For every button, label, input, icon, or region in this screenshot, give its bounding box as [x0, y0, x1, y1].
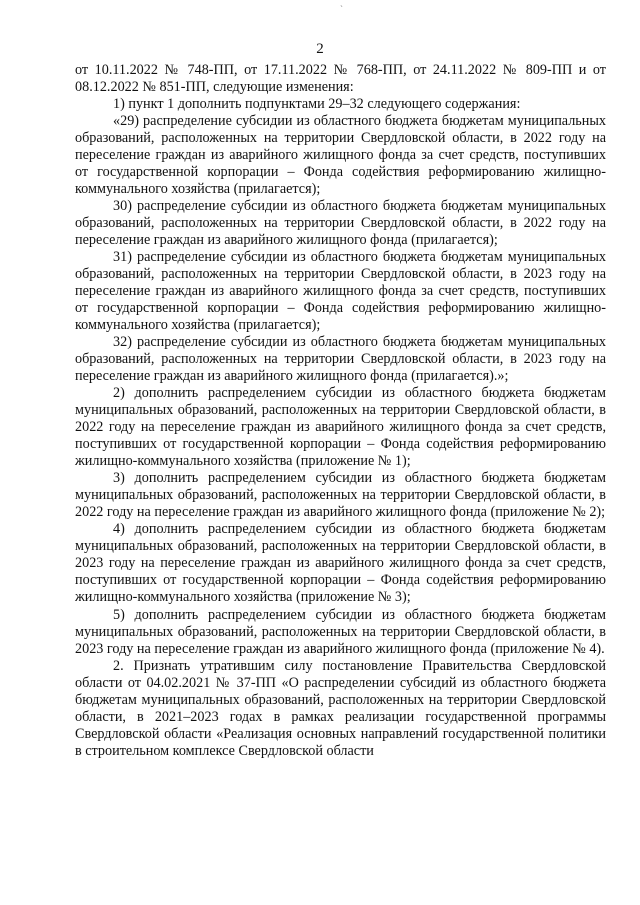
paragraph-item-5: 5) дополнить распределением субсидии из областного бюджета бюджетам муниципальных образований, расположенных на территории Свердловской области, в 2023 году на переселение граждан из аварийного жилищного фонда (приложение № 4).	[75, 606, 606, 657]
paragraph-item-3: 3) дополнить распределением субсидии из областного бюджета бюджетам муниципальных образований, расположенных на территории Свердловской области, в 2022 году на переселение граждан из аварийного жилищного фонда (приложение № 2);	[75, 470, 606, 521]
paragraph-item-4: 4) дополнить распределением субсидии из областного бюджета бюджетам муниципальных образований, расположенных на территории Свердловской области, в 2023 году на переселение граждан из аварийного жилищного фонда за счет средств, поступивших от государственной корпорации – Фонда содействия реформированию жилищно-коммунального хозяйства (приложение № 3);	[75, 521, 606, 606]
document-body	[75, 62, 606, 760]
page-number: 2	[316, 41, 324, 57]
paragraph-item-1: 1) пункт 1 дополнить подпунктами 29–32 следующего содержания:	[113, 96, 521, 113]
paragraph-subitem-30: 30) распределение субсидии из областного бюджета бюджетам муниципальных образований, расположенных на территории Свердловской области, в 2022 году на переселение граждан из аварийного жилищного фонда (прилагается);	[75, 198, 606, 249]
paragraph-section-2: 2. Признать утратившим силу постановление Правительства Свердловской области от 04.02.2021 № 37-ПП «О распределении субсидий из областного бюджета бюджетам муниципальных образований, расположенных на территории Свердловской области, в 2021–2023 годах в рамках реализации государственной программы Свердловской области «Реализация основных направлений государственной политики в строительном комплексе Свердловской области	[75, 657, 606, 759]
paragraph-subitem-29: «29) распределение субсидии из областного бюджета бюджетам муниципальных образований, расположенных на территории Свердловской области, в 2022 году на переселение граждан из аварийного жилищного фонда за счет средств, поступивших от государственной корпорации – Фонда содействия реформированию жилищно-коммунального хозяйства (прилагается);	[75, 113, 606, 198]
paragraph-subitem-32: 32) распределение субсидии из областного бюджета бюджетам муниципальных образований, расположенных на территории Свердловской области, в 2023 году на переселение граждан из аварийного жилищного фонда (прилагается).»;	[75, 334, 606, 385]
scan-mark: `	[340, 4, 343, 14]
paragraph-amendment-intro: от 10.11.2022 № 748-ПП, от 17.11.2022 № 768-ПП, от 24.11.2022 № 809-ПП и от 08.12.2022 № 851-ПП, следующие изменения:	[75, 62, 606, 96]
paragraph-subitem-31: 31) распределение субсидии из областного бюджета бюджетам муниципальных образований, расположенных на территории Свердловской области, в 2023 году на переселение граждан из аварийного жилищного фонда за счет средств, поступивших от государственной корпорации – Фонда содействия реформированию жилищно-коммунального хозяйства (прилагается);	[75, 249, 606, 334]
paragraph-item-2: 2) дополнить распределением субсидии из областного бюджета бюджетам муниципальных образований, расположенных на территории Свердловской области, в 2022 году на переселение граждан из аварийного жилищного фонда за счет средств, поступивших от государственной корпорации – Фонда содействия реформированию жилищно-коммунального хозяйства (приложение № 1);	[75, 385, 606, 470]
